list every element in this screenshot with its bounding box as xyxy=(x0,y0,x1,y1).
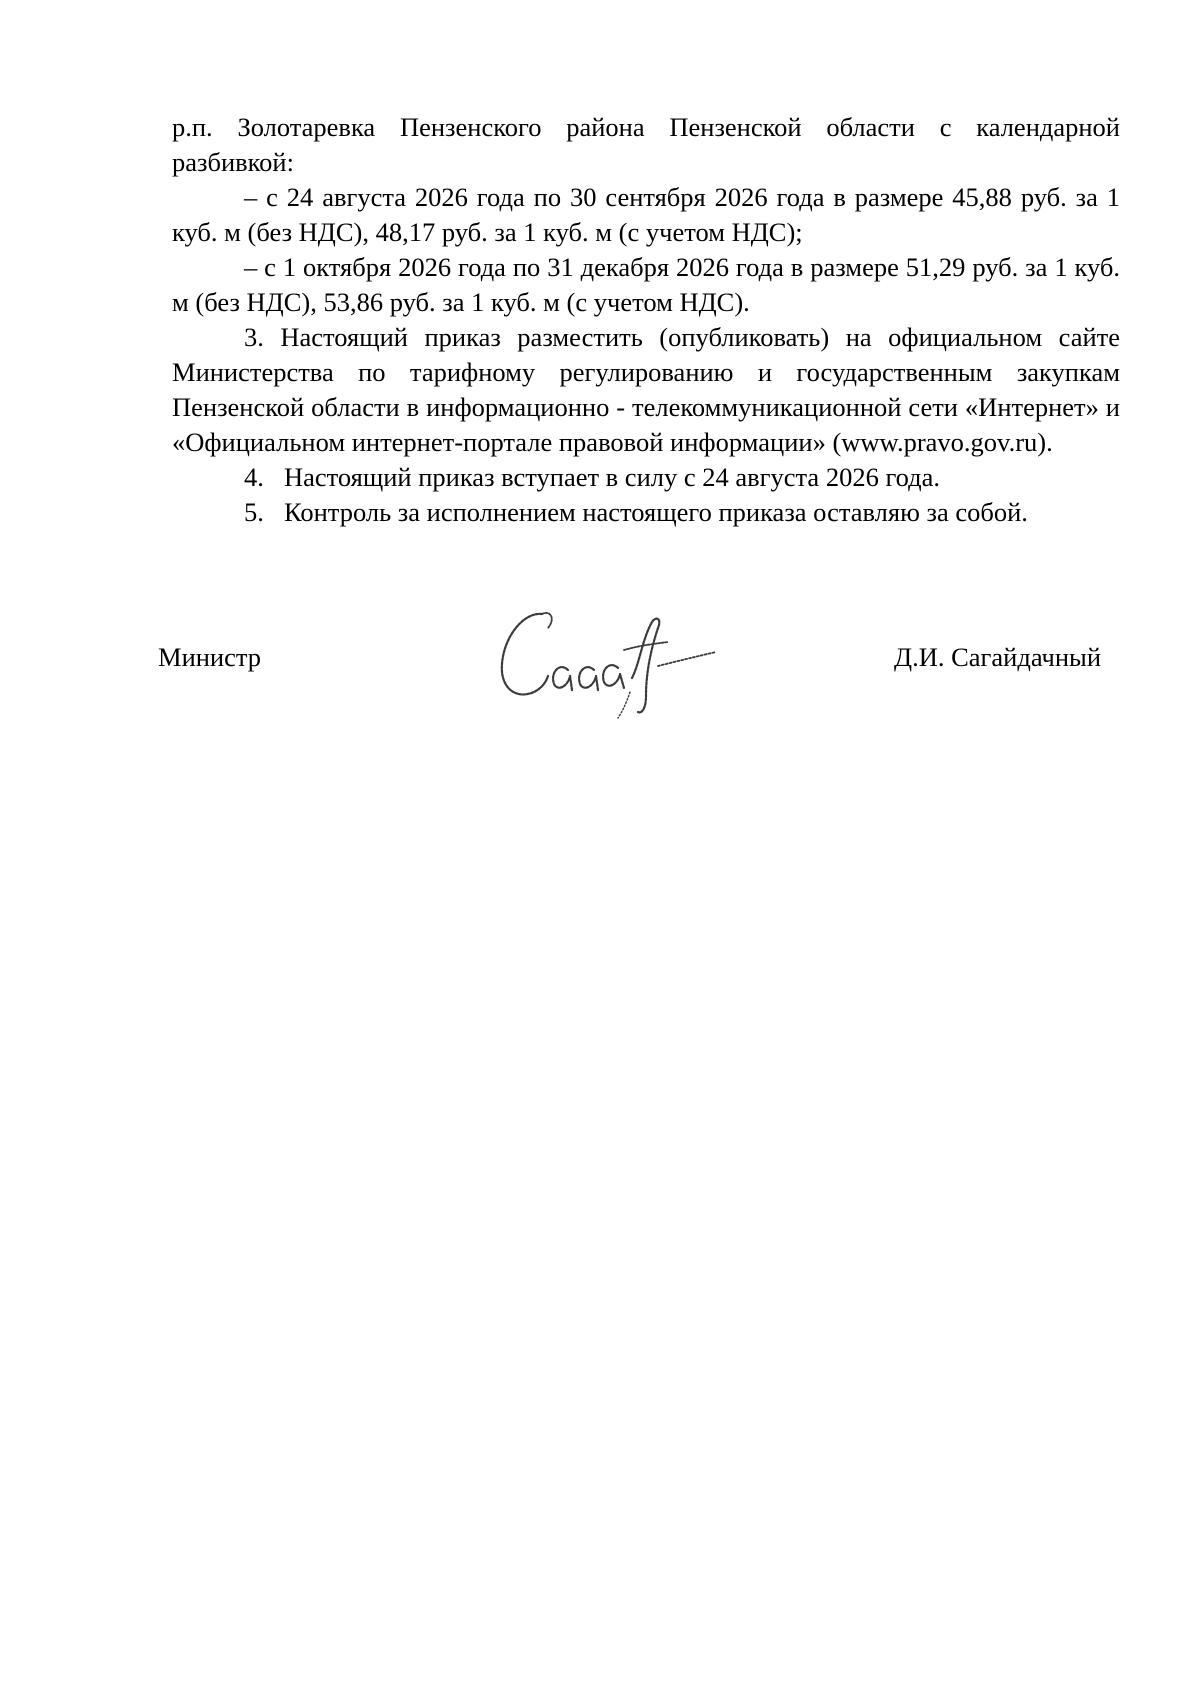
signatory-name: Д.И. Сагайдачный xyxy=(894,642,1102,672)
paragraph-4-text: Настоящий приказ вступает в силу с 24 августа 2026 года. xyxy=(284,462,941,492)
paragraph-4-number: 4. xyxy=(244,462,264,492)
tariff-item-1: – с 24 августа 2026 года по 30 сентября 2026 года в размере 45,88 руб. за 1 куб. м (без НДС), 48,17 руб. за 1 куб. м (с учетом НДС); xyxy=(172,182,1120,247)
signatory-title: Министр xyxy=(158,642,262,672)
paragraph-4 xyxy=(172,460,1120,495)
paragraph-5-number: 5. xyxy=(244,497,264,527)
paragraph-3: 3. Настоящий приказ разместить (опубликовать) на официальном сайте Министерства по тарифному регулированию и государственным закупкам Пензенской области в информационно - телекоммуникационной сети «Интернет» и «Официальном интернет-портале правовой информации» (www.pravo.gov.ru). xyxy=(172,322,1120,457)
paragraph-5 xyxy=(172,495,1120,530)
tariff-item-2: – с 1 октября 2026 года по 31 декабря 2026 года в размере 51,29 руб. за 1 куб. м (без НДС), 53,86 руб. за 1 куб. м (с учетом НДС). xyxy=(172,252,1120,317)
intro-paragraph: р.п. Золотаревка Пензенского района Пензенской области с календарной разбивкой: xyxy=(172,112,1120,177)
paragraph-5-text: Контроль за исполнением настоящего приказа оставляю за собой. xyxy=(284,497,1028,527)
document-body xyxy=(172,110,1120,530)
handwritten-signature xyxy=(490,592,730,722)
